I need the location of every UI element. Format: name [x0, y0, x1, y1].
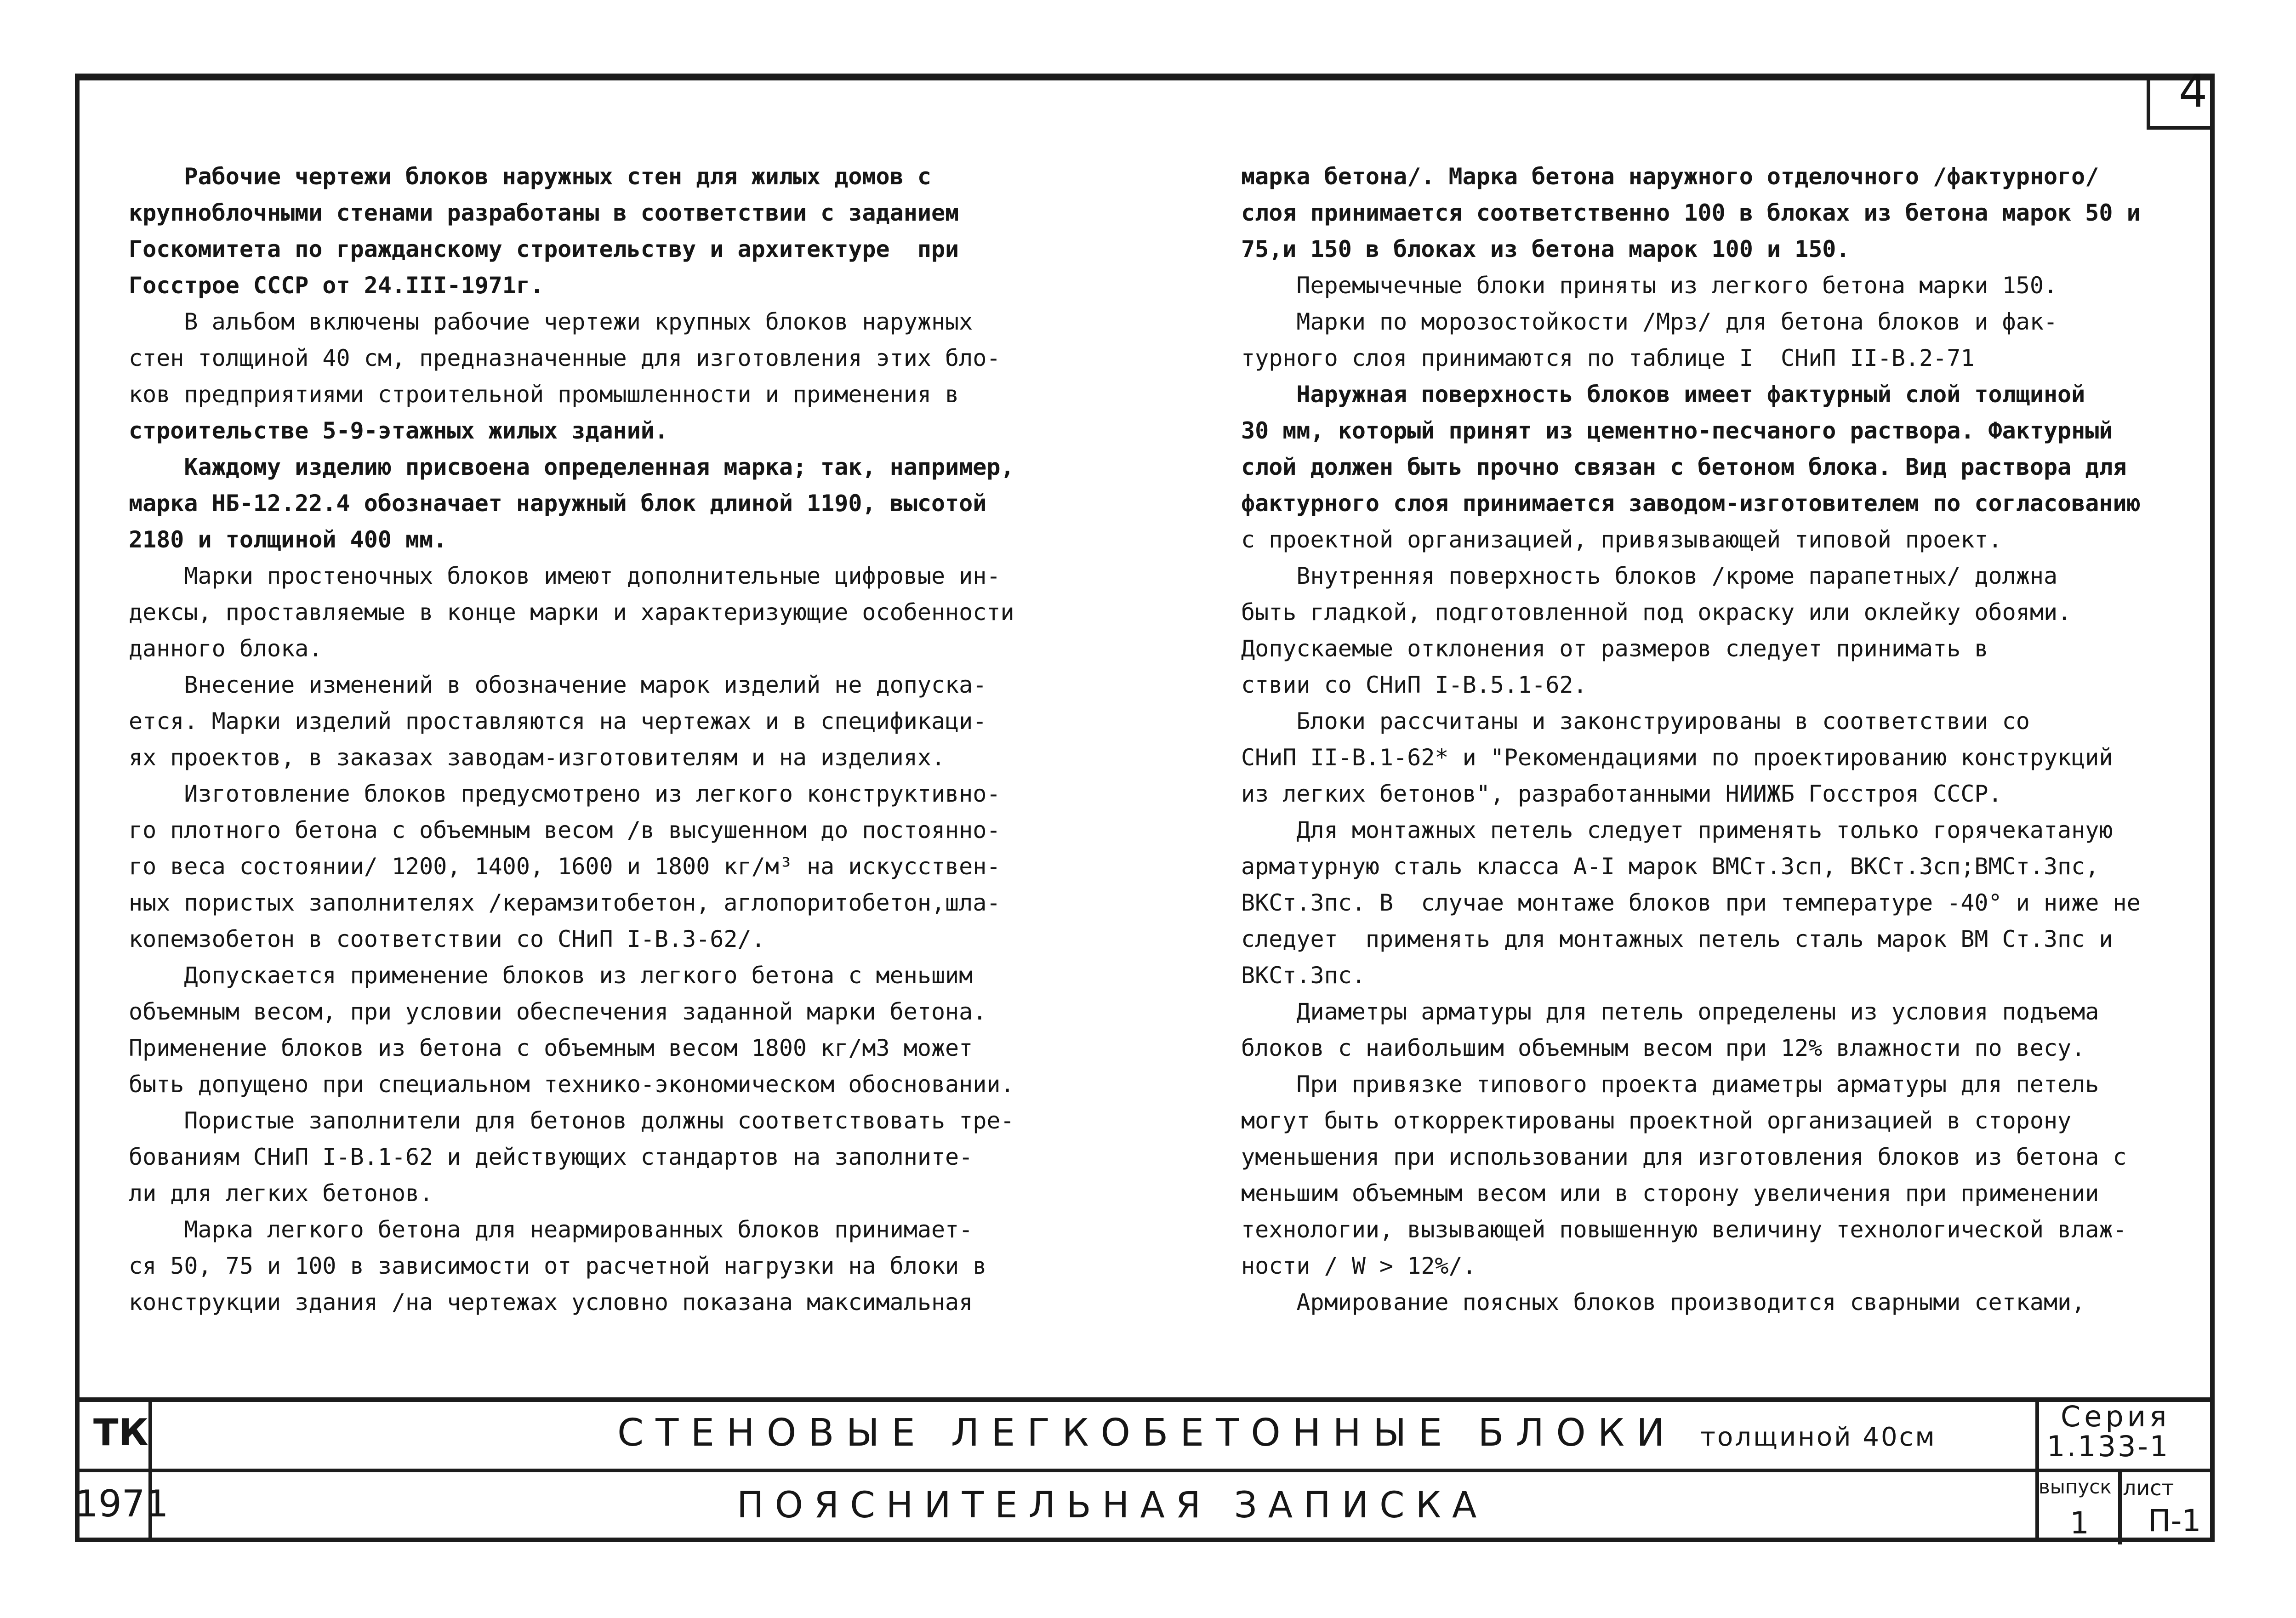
text-column-left: [129, 159, 1014, 1321]
text-line: Марка легкого бетона для неармированных блоков принимает-: [129, 1216, 973, 1243]
text-line: Каждому изделию присвоена определенная марка; так, например,: [129, 454, 1014, 480]
sheet-label: лист: [2123, 1476, 2174, 1500]
text-line: Применение блоков из бетона с объемным весом 1800 кг/м3 может: [129, 1035, 973, 1061]
text-line: ется. Марки изделий проставляются на чертежах и в спецификаци-: [129, 708, 987, 735]
text-line: Допускаемые отклонения от размеров следует принимать в: [1241, 635, 1988, 662]
text-line: СНиП II-В.1-62* и "Рекомендациями по проектированию конструкций: [1241, 744, 2113, 771]
title-block: [75, 1397, 2215, 1542]
text-line: данного блока.: [129, 635, 323, 662]
text-line: Госстрое СССР от 24.III-1971г.: [129, 272, 544, 299]
year: 1971: [75, 1482, 169, 1525]
text-line: технологии, вызывающей повышенную величину технологической влаж-: [1241, 1216, 2127, 1243]
text-line: ся 50, 75 и 100 в зависимости от расчетной нагрузки на блоки в: [129, 1253, 987, 1279]
text-line: Наружная поверхность блоков имеет фактурный слой толщиной: [1241, 381, 2085, 408]
text-line: блоков с наибольшим объемным весом при 12% влажности по весу.: [1241, 1035, 2085, 1061]
document-title-main: СТЕНОВЫЕ ЛЕГКОБЕТОННЫЕ БЛОКИ: [617, 1411, 1677, 1455]
text-line: объемным весом, при условии обеспечения заданной марки бетона.: [129, 998, 987, 1025]
document-title: [617, 1411, 1937, 1455]
text-line: ков предприятиями строительной промышленности и применения в: [129, 381, 959, 408]
title-block-divider: [75, 1469, 2215, 1472]
document-subtitle: ПОЯСНИТЕЛЬНАЯ ЗАПИСКА: [737, 1485, 1488, 1526]
text-line: могут быть откорректированы проектной организацией в сторону: [1241, 1107, 2072, 1134]
title-block-divider: [2118, 1471, 2122, 1544]
text-line: ности / W > 12%/.: [1241, 1253, 1476, 1279]
text-line: дексы, проставляемые в конце марки и характеризующие особенности: [129, 599, 1014, 626]
text-line: копемзобетон в соответствии со СНиП I-В.3-62/.: [129, 926, 765, 952]
text-line: марка НБ-12.22.4 обозначает наружный блок длиной 1190, высотой: [129, 490, 987, 517]
text-line: конструкции здания /на чертежах условно показана максимальная: [129, 1289, 973, 1316]
text-line: ВКСт.3пс. В случае монтаже блоков при температуре -40° и ниже не: [1241, 889, 2141, 916]
text-line: слоя принимается соответственно 100 в блоках из бетона марок 50 и: [1241, 199, 2141, 226]
text-line: арматурную сталь класса А-I марок ВМСт.3сп, ВКСт.3сп;ВМСт.3пс,: [1241, 853, 2099, 880]
text-line: слой должен быть прочно связан с бетоном блока. Вид раствора для: [1241, 454, 2127, 480]
text-line: с проектной организацией, привязывающей типовой проект.: [1241, 526, 2002, 553]
text-line: В альбом включены рабочие чертежи крупных блоков наружных: [129, 308, 973, 335]
text-line: Диаметры арматуры для петель определены из условия подъема: [1241, 998, 2099, 1025]
text-line: Марки по морозостойкости /Мрз/ для бетона блоков и фак-: [1241, 308, 2058, 335]
text-line: Блоки рассчитаны и законструированы в соответствии со: [1241, 708, 2030, 735]
issue-label: выпуск: [2039, 1476, 2112, 1498]
text-line: меньшим объемным весом или в сторону увеличения при применении: [1241, 1180, 2099, 1207]
text-line: го плотного бетона с объемным весом /в высушенном до постоянно-: [129, 817, 1001, 843]
text-line: марка бетона/. Марка бетона наружного отделочного /фактурного/: [1241, 163, 2099, 190]
text-line: Внутренняя поверхность блоков /кроме парапетных/ должна: [1241, 563, 2058, 589]
text-line: Армирование поясных блоков производится сварными сетками,: [1241, 1289, 2085, 1316]
text-line: Перемычечные блоки приняты из легкого бетона марки 150.: [1241, 272, 2058, 299]
text-line: При привязке типового проекта диаметры арматуры для петель: [1241, 1071, 2099, 1098]
text-line: Допускается применение блоков из легкого бетона с меньшим: [129, 962, 973, 989]
text-line: быть гладкой, подготовленной под окраску или оклейку обоями.: [1241, 599, 2072, 626]
text-line: Госкомитета по гражданскому строительству и архитектуре при: [129, 236, 959, 262]
text-line: уменьшения при использовании для изготовления блоков из бетона с: [1241, 1144, 2127, 1170]
text-line: строительстве 5-9-этажных жилых зданий.: [129, 417, 668, 444]
text-line: быть допущено при специальном технико-экономическом обосновании.: [129, 1071, 1014, 1098]
text-line: Внесение изменений в обозначение марок изделий не допуска-: [129, 672, 987, 698]
page-number: 4: [2179, 65, 2208, 118]
text-line: ли для легких бетонов.: [129, 1180, 433, 1207]
text-line: стен толщиной 40 см, предназначенные для изготовления этих бло-: [129, 345, 1001, 371]
text-line: ных пористых заполнителях /керамзитобетон, аглопоритобетон,шла-: [129, 889, 1001, 916]
issue-value: 1: [2070, 1505, 2089, 1541]
text-line: ВКСт.3пс.: [1241, 962, 1366, 989]
text-line: фактурного слоя принимается заводом-изготовителем по согласованию: [1241, 490, 2141, 517]
text-line: го веса состоянии/ 1200, 1400, 1600 и 1800 кг/м³ на искусствен-: [129, 853, 1001, 880]
text-line: крупноблочными стенами разработаны в соответствии с заданием: [129, 199, 959, 226]
series-value: 1.133-1: [2047, 1430, 2170, 1463]
text-line: Пористые заполнители для бетонов должны соответствовать тре-: [129, 1107, 1014, 1134]
text-line: следует применять для монтажных петель сталь марок ВМ Ст.3пс и: [1241, 926, 2113, 952]
text-line: Для монтажных петель следует применять только горячекатаную: [1241, 817, 2113, 843]
text-line: 30 мм, который принят из цементно-песчаного раствора. Фактурный: [1241, 417, 2113, 444]
text-line: бованиям СНиП I-В.1-62 и действующих стандартов на заполните-: [129, 1144, 973, 1170]
org-code: ТК: [93, 1411, 148, 1454]
text-line: Марки простеночных блоков имеют дополнительные цифровые ин-: [129, 563, 1001, 589]
text-line: турного слоя принимаются по таблице I СНиП II-В.2-71: [1241, 345, 1975, 371]
title-block-divider: [2035, 1402, 2039, 1538]
text-line: Изготовление блоков предусмотрено из легкого конструктивно-: [129, 781, 1001, 807]
text-line: 75,и 150 в блоках из бетона марок 100 и 150.: [1241, 236, 1850, 262]
sheet-value: П-1: [2148, 1503, 2201, 1538]
text-column-right: [1241, 159, 2141, 1321]
text-line: Рабочие чертежи блоков наружных стен для жилых домов с: [129, 163, 931, 190]
series-label: Серия: [2061, 1400, 2171, 1433]
document-title-suffix: толщиной 40см: [1700, 1422, 1937, 1452]
text-line: ях проектов, в заказах заводам-изготовителям и на изделиях.: [129, 744, 946, 771]
text-line: из легких бетонов", разработанными НИИЖБ Госстроя СССР.: [1241, 781, 2002, 807]
text-line: 2180 и толщиной 400 мм.: [129, 526, 447, 553]
text-line: ствии со СНиП I-В.5.1-62.: [1241, 672, 1587, 698]
